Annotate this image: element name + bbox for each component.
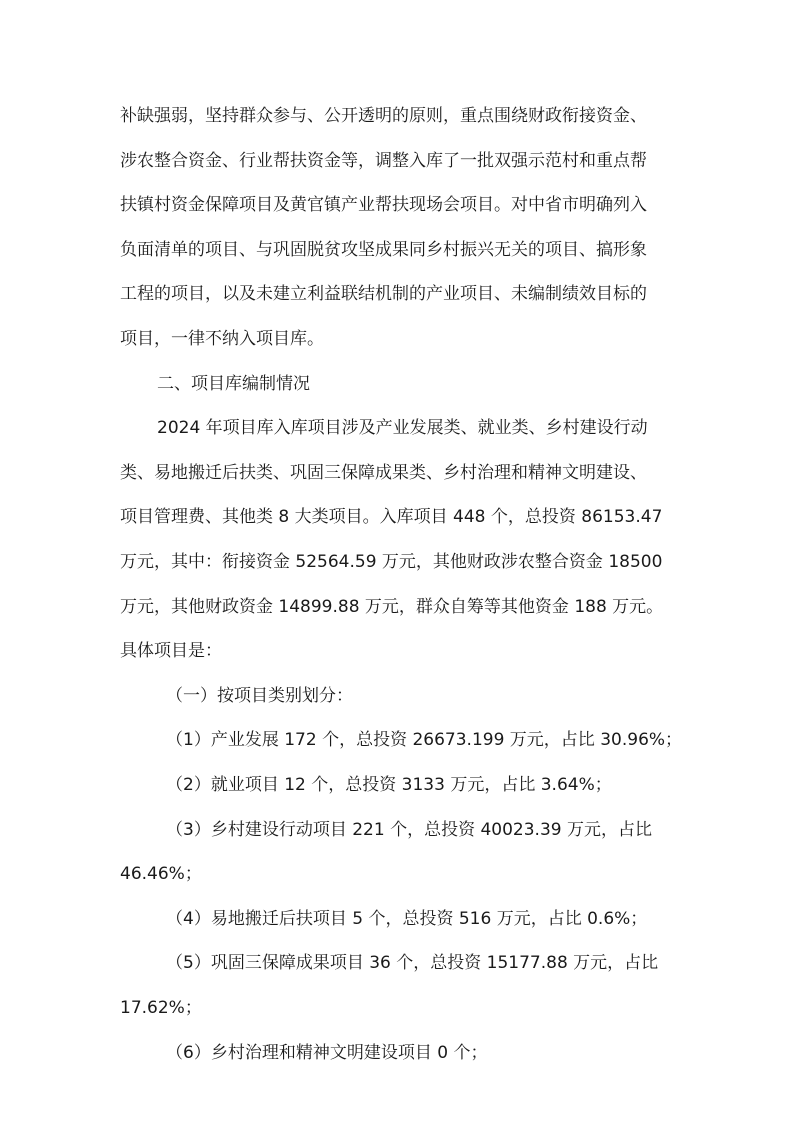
paragraph2-line-6: 具体项目是：: [120, 641, 222, 661]
list-item-1: （1）产业发展 172 个，总投资 26673.199 万元，占比 30.96%；: [166, 730, 683, 750]
paragraph1-line-6: 项目，一律不纳入项目库。: [120, 329, 324, 349]
paragraph2-line-3: 项目管理费、其他类 8 大类项目。入库项目 448 个，总投资 86153.47: [120, 507, 663, 527]
list-item-2: （2）就业项目 12 个，总投资 3133 万元，占比 3.64%；: [166, 775, 612, 795]
subheading: （一）按项目类别划分：: [166, 686, 353, 706]
list-item-6: （6）乡村治理和精神文明建设项目 0 个；: [166, 1043, 488, 1063]
paragraph2-line-4: 万元，其中：衔接资金 52564.59 万元，其他财政涉农整合资金 18500: [120, 552, 663, 572]
section-heading: 二、项目库编制情况: [157, 374, 310, 394]
paragraph2-line-2: 类、易地搬迁后扶类、巩固三保障成果类、乡村治理和精神文明建设、: [120, 463, 647, 483]
paragraph2-line-1: 2024 年项目库入库项目涉及产业发展类、就业类、乡村建设行动: [157, 418, 648, 438]
list-item-5: （5）巩固三保障成果项目 36 个，总投资 15177.88 万元，占比: [166, 953, 659, 973]
paragraph1-line-2: 涉农整合资金、行业帮扶资金等，调整入库了一批双强示范村和重点帮: [120, 151, 647, 171]
paragraph1-line-1: 补缺强弱，坚持群众参与、公开透明的原则，重点围绕财政衔接资金、: [120, 106, 647, 126]
paragraph2-line-5: 万元，其他财政资金 14899.88 万元，群众自筹等其他资金 188 万元。: [120, 597, 664, 617]
list-item-4: （4）易地搬迁后扶项目 5 个，总投资 516 万元，占比 0.6%；: [166, 909, 648, 929]
list-item-5-cont: 17.62%；: [120, 998, 202, 1018]
list-item-3-cont: 46.46%；: [120, 864, 202, 884]
list-item-3: （3）乡村建设行动项目 221 个，总投资 40023.39 万元，占比: [166, 820, 652, 840]
paragraph1-line-4: 负面清单的项目、与巩固脱贫攻坚成果同乡村振兴无关的项目、搞形象: [120, 240, 647, 260]
paragraph1-line-5: 工程的项目，以及未建立利益联结机制的产业项目、未编制绩效目标的: [120, 284, 647, 304]
paragraph1-line-3: 扶镇村资金保障项目及黄官镇产业帮扶现场会项目。对中省市明确列入: [120, 195, 647, 215]
